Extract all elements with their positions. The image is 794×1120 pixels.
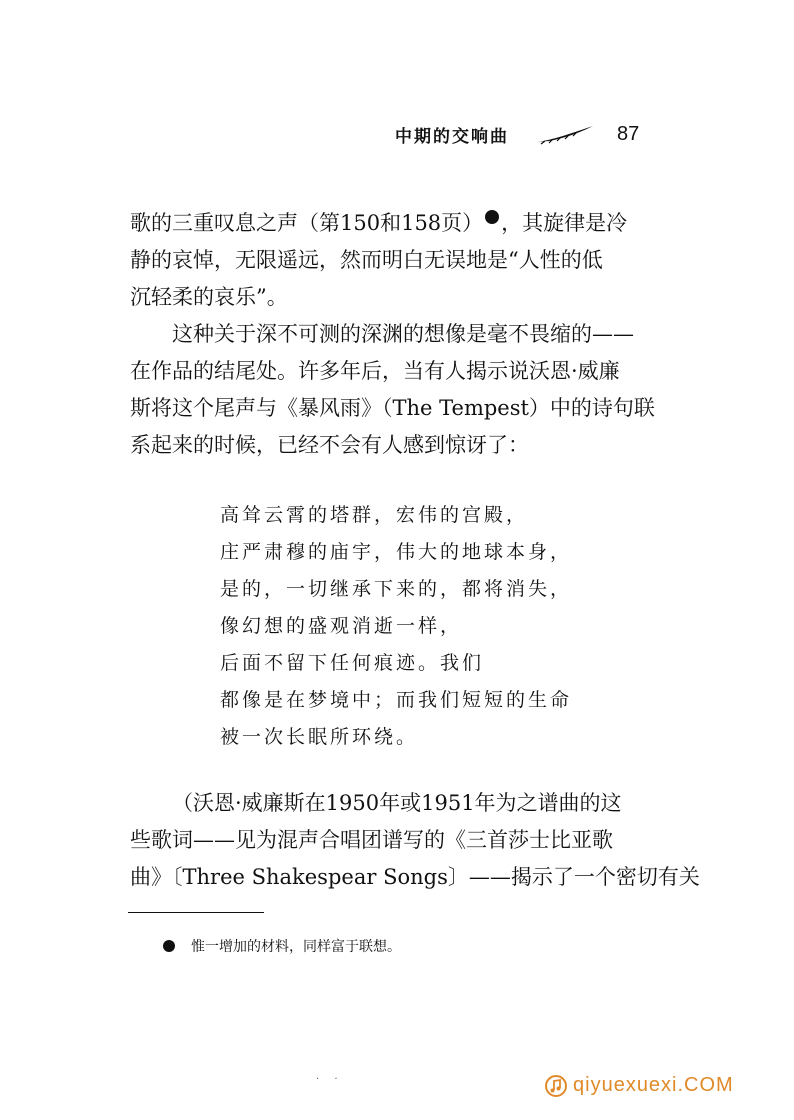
page-number: 87	[617, 123, 640, 145]
verse-line: 被一次长眠所环绕。	[220, 726, 419, 748]
verse-quote	[220, 497, 572, 756]
text-line: 些歌词——见为混声合唱团谱写的《三首莎士比亚歌	[130, 828, 613, 852]
text-line: 系起来的时候，已经不会有人感到惊讶了：	[130, 433, 529, 457]
watermark-text: qiyuexuexi.COM	[573, 1074, 734, 1096]
verse-line: 高耸云霄的塔群，宏伟的宫殿，	[220, 504, 529, 526]
text-line: 静的哀悼，无限遥远，然而明白无误地是“人性的低	[130, 248, 603, 272]
running-head	[395, 122, 639, 147]
text-line: 曲》〔Three Shakespear Songs〕——揭示了一个密切有关	[130, 865, 700, 889]
verse-line: 是的，一切继承下来的，都将消失，	[220, 578, 573, 600]
footnote-ref-marker	[485, 210, 499, 224]
text-line	[130, 205, 690, 242]
text-line: 在作品的结尾处。许多年后，当有人揭示说沃恩·威廉	[130, 359, 620, 383]
text-span: 歌的三重叹息之声（第150和158页）	[130, 211, 484, 235]
chapter-title: 中期的交响曲	[395, 127, 509, 147]
footnote	[163, 936, 401, 956]
verse-line: 都像是在梦境中；而我们短短的生命	[220, 689, 573, 711]
text-line: 这种关于深不可测的深渊的想像是毫不畏缩的——	[172, 322, 634, 346]
footnote-divider	[128, 912, 264, 913]
paragraph-1	[130, 205, 690, 316]
text-span: ，其旋律是冷	[501, 211, 628, 235]
paragraph-3	[130, 785, 700, 896]
paragraph-2	[130, 316, 690, 464]
quill-ornament-icon	[535, 124, 595, 146]
music-note-logo-icon	[545, 1075, 567, 1097]
verse-line: 庄严肃穆的庙宇，伟大的地球本身，	[220, 541, 573, 563]
footnote-marker-icon	[163, 940, 175, 952]
site-watermark	[545, 1074, 734, 1097]
footnote-text: 惟一增加的材料，同样富于联想。	[191, 939, 401, 955]
verse-line: 像幻想的盛观消逝一样，	[220, 615, 463, 637]
text-line: 沉轻柔的哀乐”。	[130, 285, 288, 309]
verse-line: 后面不留下任何痕迹。我们	[220, 652, 485, 674]
text-line: 斯将这个尾声与《暴风雨》（The Tempest）中的诗句联	[130, 396, 655, 420]
scan-marks: · ·	[316, 1074, 344, 1085]
text-line: （沃恩·威廉斯在1950年或1951年为之谱曲的这	[172, 791, 622, 815]
